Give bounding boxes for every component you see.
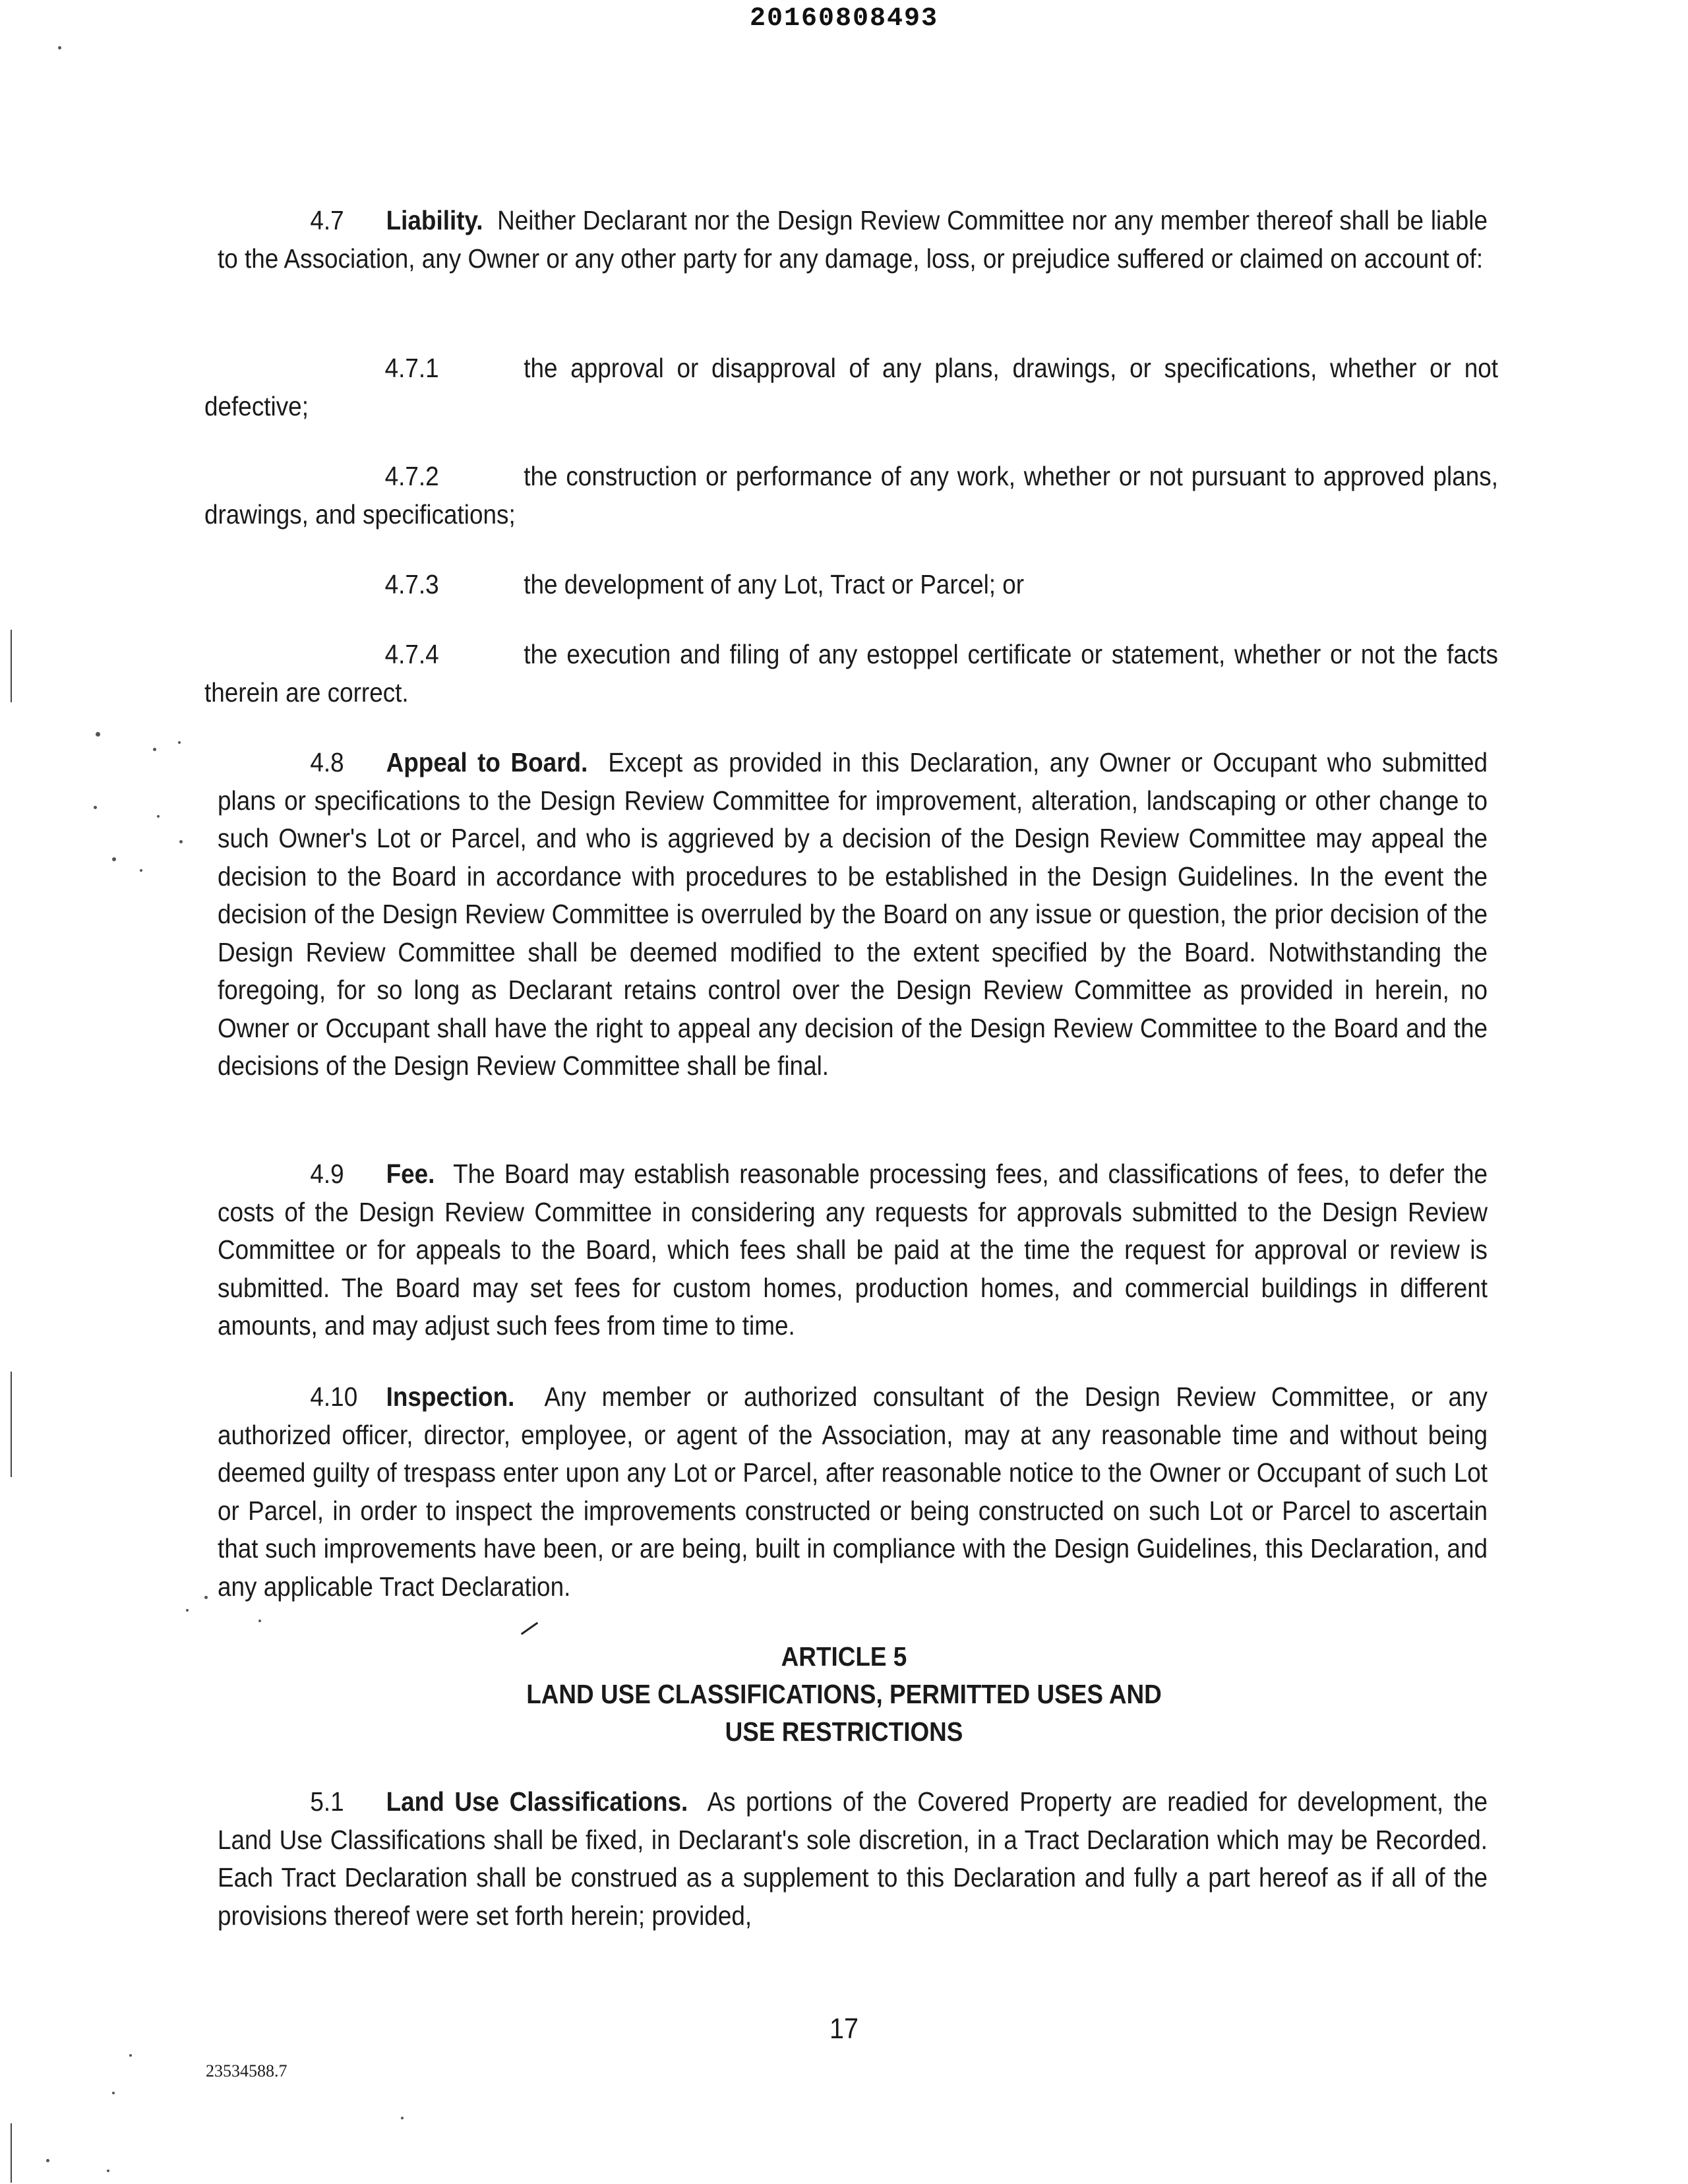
scan-speck: [401, 2117, 404, 2119]
scan-speck: [157, 815, 160, 818]
subsection-number: 4.7.1: [384, 353, 439, 383]
article-heading: [0, 1638, 1688, 1751]
subsection-number: 4.7.3: [384, 569, 439, 599]
subsection-text: the approval or disapproval of any plans, drawings, or specifications, whether or not defective;: [204, 353, 1498, 421]
section-4-10: [218, 1378, 1488, 1606]
scan-speck: [179, 840, 183, 843]
section-text: The Board may establish reasonable processing fees, and classifications of fees, to defer the costs of the Design Review Committee in considering any requests for approvals submitted to the Design Review Committee or for appeals to the Board, which fees shall be paid at the time the request for approval or review is submitted. The Board may set fees for custom homes, production homes, and commercial buildings in different amounts, and may adjust such fees from time to time.: [218, 1159, 1488, 1341]
section-title: Fee.: [386, 1159, 435, 1189]
scan-edge-mark: [11, 2123, 12, 2183]
section-number: 4.9: [310, 1159, 344, 1189]
scan-speck: [46, 2159, 49, 2162]
handwritten-mark: [521, 1622, 538, 1635]
scan-speck: [112, 2092, 115, 2094]
section-title: Appeal to Board.: [386, 747, 588, 777]
section-number: 4.7: [310, 205, 344, 235]
scan-speck: [94, 806, 97, 809]
section-text: Any member or authorized consultant of the Design Review Committee, or any authorized officer, director, employee, or agent of the Association, may at any reasonable time and without being deemed guilty of trespass enter upon any Lot or Parcel, after reasonable notice to the Owner or Occupant of such Lot or Parcel, in order to inspect the improvements constructed or being constructed on such Lot or Parcel to ascertain that such improvements have been, or are being, built in compliance with the Design Guidelines, this Declaration, and any applicable Tract Declaration.: [218, 1381, 1488, 1602]
scan-speck: [58, 46, 61, 49]
section-4-7: [218, 202, 1488, 278]
subsection-number: 4.7.2: [384, 461, 439, 491]
scan-speck: [186, 1609, 189, 1612]
scan-speck: [140, 869, 142, 872]
section-title: Liability.: [386, 205, 483, 235]
subsection-4-7-4: [204, 636, 1498, 712]
subsection-number: 4.7.4: [384, 639, 439, 669]
subsection-4-7-3: [204, 566, 1498, 604]
article-title-line-2: USE RESTRICTIONS: [725, 1716, 963, 1747]
scan-speck: [258, 1620, 261, 1622]
section-title: Inspection.: [386, 1381, 515, 1412]
scan-edge-mark: [11, 1372, 12, 1477]
section-4-8: [218, 744, 1488, 1085]
page-number: 17: [829, 2013, 859, 2045]
document-reference: 23534588.7: [206, 2061, 287, 2080]
scan-edge-mark: [11, 630, 12, 702]
section-4-9: [218, 1155, 1488, 1345]
section-title: Land Use Classifications.: [386, 1786, 688, 1817]
scan-speck: [178, 741, 181, 744]
scan-speck: [129, 2054, 132, 2057]
subsection-4-7-2: [204, 458, 1498, 533]
section-text: Except as provided in this Declaration, any Owner or Occupant who submitted plans or specifications to the Design Review Committee for improvement, alteration, landscaping or other change to such Owner's Lot or Parcel, and who is aggrieved by a decision of the Design Review Committee may appeal the decision to the Board in accordance with procedures to be established in the Design Guidelines. In the event the decision of the Design Review Committee is overruled by the Board on any issue or question, the prior decision of the Design Review Committee shall be deemed modified to the extent specified by the Board. Notwithstanding the foregoing, for so long as Declarant retains control over the Design Review Committee as provided in herein, no Owner or Occupant shall have the right to appeal any decision of the Design Review Committee to the Board and the decisions of the Design Review Committee shall be final.: [218, 747, 1488, 1081]
scan-speck: [107, 2169, 109, 2172]
scan-speck: [204, 1596, 208, 1599]
section-text: As portions of the Covered Property are readied for development, the Land Use Classifications shall be fixed, in Declarant's sole discretion, in a Tract Declaration which may be Recorded. Each Tract Declaration shall be construed as a supplement to this Declaration and fully a part hereof as if all of the provisions thereof were set forth herein; provided,: [218, 1786, 1488, 1931]
section-text: Neither Declarant nor the Design Review Committee nor any member thereof shall be liable to the Association, any Owner or any other party for any damage, loss, or prejudice suffered or claimed on account of:: [218, 205, 1488, 274]
scan-speck: [112, 857, 116, 861]
subsection-4-7-1: [204, 349, 1498, 425]
subsection-text: the construction or performance of any work, whether or not pursuant to approved plans, drawings, and specifications;: [204, 461, 1498, 530]
scan-speck: [153, 748, 156, 751]
section-number: 4.8: [310, 747, 344, 777]
subsection-text: the development of any Lot, Tract or Parcel; or: [524, 569, 1025, 599]
article-number: ARTICLE 5: [781, 1641, 907, 1672]
section-number: 4.10: [310, 1381, 358, 1412]
subsection-text: the execution and filing of any estoppel certificate or statement, whether or not the facts therein are correct.: [204, 639, 1498, 708]
section-5-1: [218, 1783, 1488, 1935]
scan-speck: [96, 732, 100, 737]
section-number: 5.1: [310, 1786, 344, 1817]
recording-number: 20160808493: [749, 4, 939, 34]
article-title-line-1: LAND USE CLASSIFICATIONS, PERMITTED USES AND: [526, 1679, 1162, 1709]
